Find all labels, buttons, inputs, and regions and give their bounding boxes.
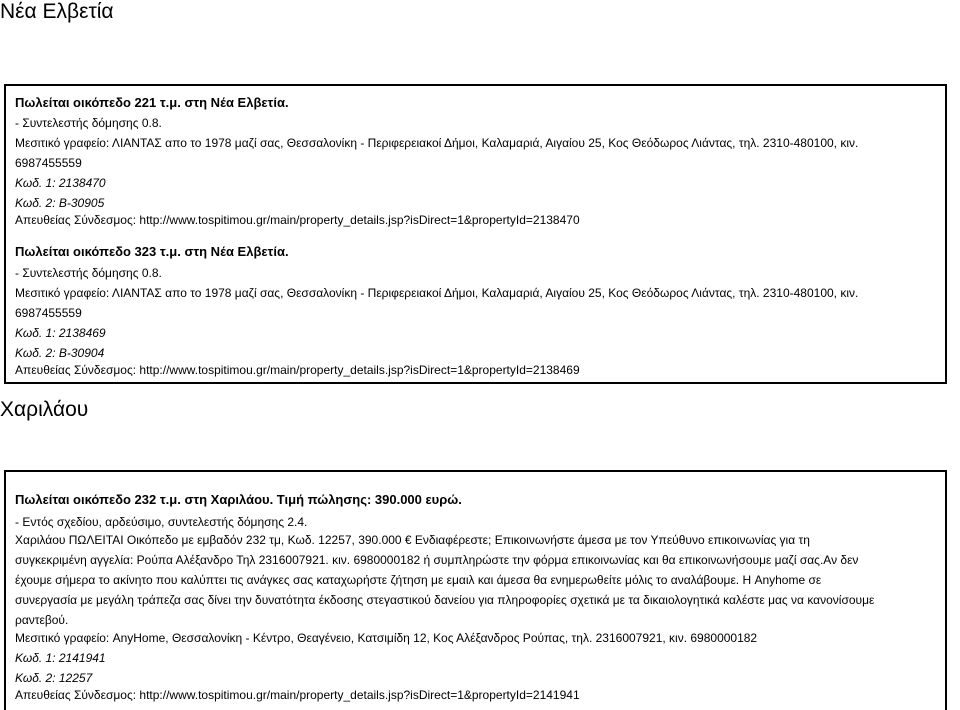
listing-description: έχουμε σήμερα το ακίνητο που καλύπτει τις ανάγκες σας καταχωρήστε ζήτηση με εμαιλ και άμεσα θα ενημερωθείτε μόλις το αναλάβουμε. Η Anyhome σε bbox=[15, 573, 822, 587]
listing-code-1 bbox=[15, 326, 106, 340]
listing-description: ραντεβού. bbox=[15, 613, 69, 627]
listing-agency: Μεσιτικό γραφείο: ΛΙΑΝΤΑΣ απο το 1978 μαζί σας, Θεσσαλονίκη - Περιφερειακοί Δήμοι, Καλαμαριά, Αιγαίου 25, Κος Θεόδωρος Λιάντας, τηλ. 2310-480100, κιν. bbox=[15, 136, 859, 150]
listing-agency: Μεσιτικό γραφείο: ΛΙΑΝΤΑΣ απο το 1978 μαζί σας, Θεσσαλονίκη - Περιφερειακοί Δήμοι, Καλαμαριά, Αιγαίου 25, Κος Θεόδωρος Λιάντας, τηλ. 2310-480100, κιν. bbox=[15, 286, 859, 300]
listing-detail: - Εντός σχεδίου, αρδεύσιμο, συντελεστής δόμησης 2.4. bbox=[15, 515, 308, 529]
listing-detail: - Συντελεστής δόμησης 0.8. bbox=[15, 266, 162, 280]
listing-description: συγκεκριμένη αγγελία: Ρούπα Αλέξανδρο Τηλ 2316007921. κιν. 6980000182 ή συμπληρώστε την φόρμα επικοινωνίας και θα επικοινωνήσουμε μαζί σας.Αν δεν bbox=[15, 553, 859, 567]
listing-agency: Μεσιτικό γραφείο: AnyHome, Θεσσαλονίκη - Κέντρο, Θεαγένειο, Κατσιμίδη 12, Κος Αλέξανδρος Ρούπας, τηλ. 2316007921, κιν. 6980000182 bbox=[15, 631, 758, 645]
listing-direct-link[interactable]: Απευθείας Σύνδεσμος: http://www.tospitimou.gr/main/property_details.jsp?isDirect=1&propertyId=2138469 bbox=[15, 363, 580, 377]
listing-code-1 bbox=[15, 651, 106, 665]
listing-code-1 bbox=[15, 176, 106, 190]
listing-description: Χαριλάου ΠΩΛΕΙΤΑΙ Οικόπεδο με εμβαδόν 232 τμ, Κωδ. 12257, 390.000 € Ενδιαφέρεστε; Επικοινωνήστε άμεσα με τον Υπεύθυνο επικοινωνίας για τη bbox=[15, 533, 810, 547]
listing-phone: 6987455559 bbox=[15, 156, 82, 170]
listing-detail: - Συντελεστής δόμησης 0.8. bbox=[15, 116, 162, 130]
listing-code-2 bbox=[15, 346, 104, 360]
code-1-text: Κωδ. 1: 2141941 bbox=[15, 651, 106, 665]
code-2-text: Κωδ. 2: 12257 bbox=[15, 671, 93, 685]
code-1-text: Κωδ. 1: 2138470 bbox=[15, 176, 106, 190]
section-title: Νέα Ελβετία bbox=[0, 0, 114, 23]
listing-heading: Πωλείται οικόπεδο 232 τ.μ. στη Χαριλάου. Τιμή πώλησης: 390.000 ευρώ. bbox=[15, 492, 462, 507]
listing-heading: Πωλείται οικόπεδο 221 τ.μ. στη Νέα Ελβετία. bbox=[15, 95, 289, 110]
code-2-text: Κωδ. 2: B-30904 bbox=[15, 346, 105, 360]
listing-code-2 bbox=[15, 671, 92, 685]
code-1-text: Κωδ. 1: 2138469 bbox=[15, 326, 106, 340]
listing-direct-link[interactable]: Απευθείας Σύνδεσμος: http://www.tospitimou.gr/main/property_details.jsp?isDirect=1&propertyId=2141941 bbox=[15, 688, 580, 702]
listing-code-2 bbox=[15, 196, 104, 210]
listing-phone: 6987455559 bbox=[15, 306, 82, 320]
listing-heading: Πωλείται οικόπεδο 323 τ.μ. στη Νέα Ελβετία. bbox=[15, 244, 289, 259]
section-title: Χαριλάου bbox=[0, 398, 89, 421]
listing-description: συνεργασία με μεγάλη τράπεζα σας δίνει την δυνατότητα έκδοσης στεγαστικού δανείου για πληροφορίες σχετικά με τα δικαιολογητικά καλέστε μας να κανονίσουμε bbox=[15, 593, 875, 607]
code-2-text: Κωδ. 2: B-30905 bbox=[15, 196, 105, 210]
listing-direct-link[interactable]: Απευθείας Σύνδεσμος: http://www.tospitimou.gr/main/property_details.jsp?isDirect=1&propertyId=2138470 bbox=[15, 213, 580, 227]
